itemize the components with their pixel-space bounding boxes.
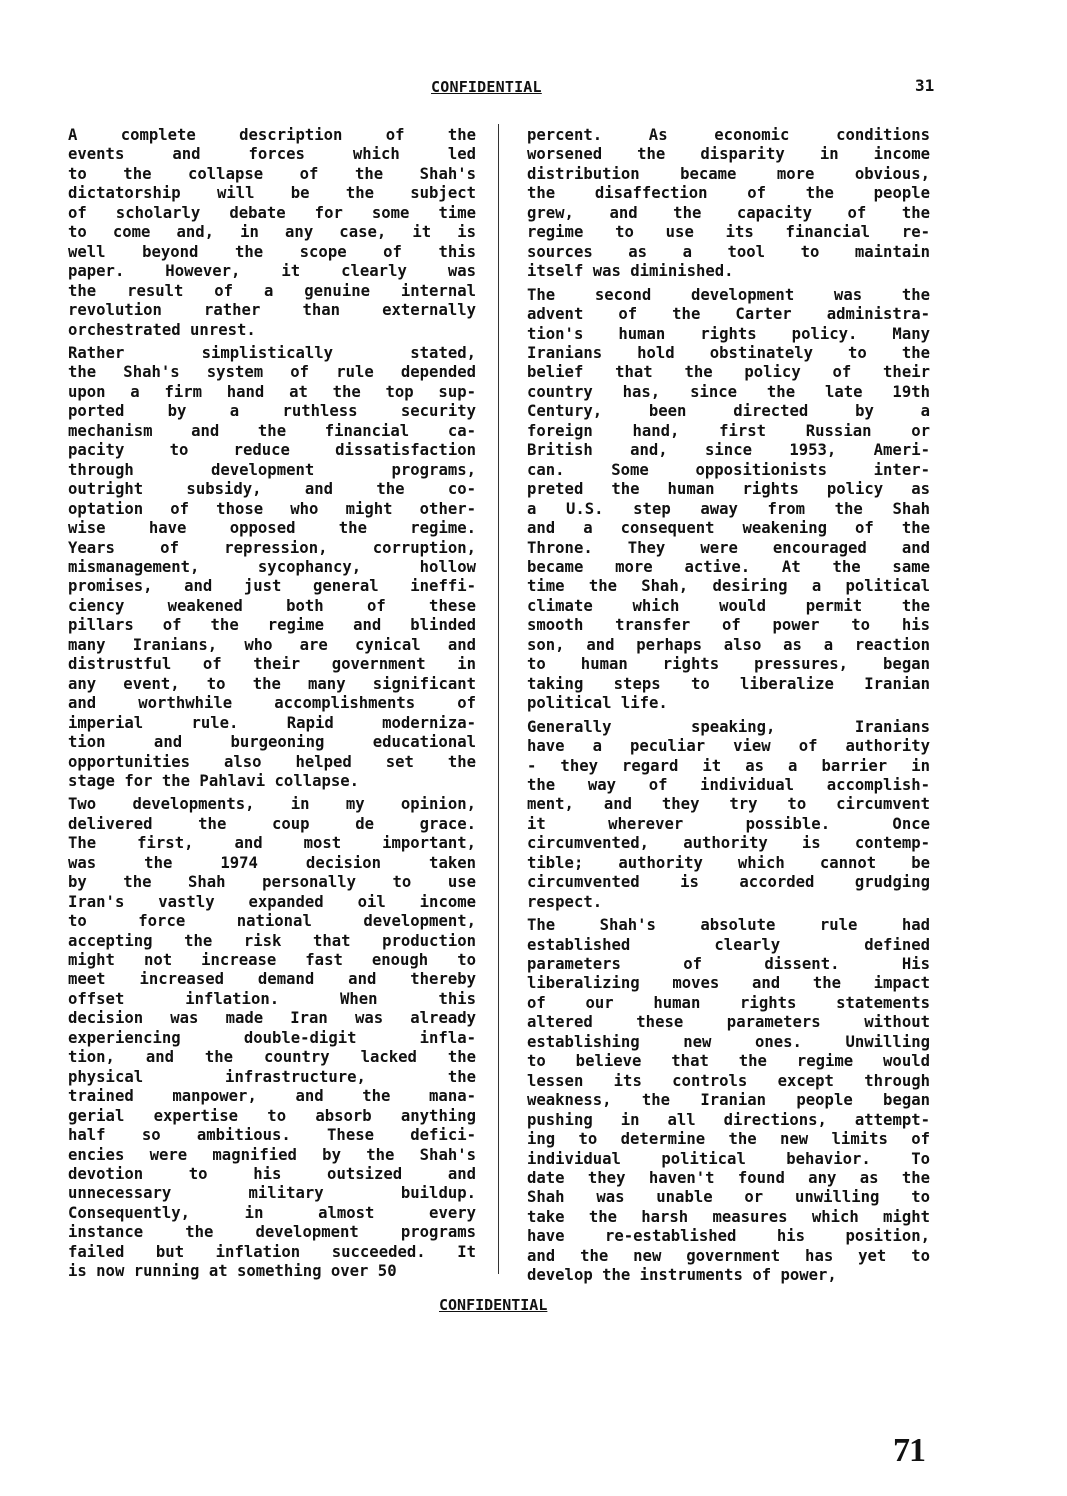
text-line: decision was made Iran was already — [68, 1009, 476, 1028]
text-line: distrustful of their government in — [68, 655, 476, 674]
text-line: take the harsh measures which might — [527, 1207, 930, 1226]
paragraph — [527, 916, 930, 1286]
text-line: dictatorship will be the subject — [68, 184, 476, 203]
text-line: to come and, in any case, it is — [68, 223, 476, 242]
text-line: respect. — [527, 892, 603, 911]
text-line: ciency weakened both of these — [68, 596, 476, 615]
text-line: belief that the policy of their — [527, 363, 930, 382]
text-line: to the collapse of the Shah's — [68, 164, 476, 183]
text-line: meet increased demand and thereby — [68, 970, 476, 989]
text-line: and the new government has yet to — [527, 1246, 930, 1265]
text-line: Generally speaking, Iranians — [527, 717, 930, 736]
text-line: Consequently, in almost every — [68, 1203, 476, 1222]
text-line: upon a firm hand at the top sup- — [68, 382, 476, 401]
text-line: tion and burgeoning educational — [68, 733, 476, 752]
paragraph — [68, 795, 476, 1281]
paragraph — [527, 718, 930, 913]
text-line: instance the development programs — [68, 1223, 476, 1242]
text-line: preted the human rights policy as — [527, 480, 930, 499]
text-line: A complete description of the — [68, 126, 476, 144]
text-line: offset inflation. When this — [68, 989, 476, 1008]
text-line: events and forces which led — [68, 145, 476, 164]
text-line: orchestrated unrest. — [68, 320, 256, 339]
text-line: itself was diminished. — [527, 262, 734, 281]
text-line: established clearly defined — [527, 935, 930, 954]
text-line: wise have opposed the regime. — [68, 519, 476, 538]
text-line: individual political behavior. To — [527, 1149, 930, 1168]
text-line: to believe that the regime would — [527, 1052, 930, 1071]
text-line: outright subsidy, and the co- — [68, 480, 476, 499]
text-line: circumvented, authority is contemp- — [527, 834, 930, 853]
text-line: gerial expertise to absorb anything — [68, 1106, 476, 1125]
paragraph — [527, 126, 930, 282]
text-line: mismanagement, sycophancy, hollow — [68, 557, 476, 576]
text-line: distribution became more obvious, — [527, 164, 930, 183]
text-line: son, and perhaps also as a reaction — [527, 635, 930, 654]
text-line: many Iranians, who are cynical and — [68, 635, 476, 654]
text-line: well beyond the scope of this — [68, 242, 476, 261]
right-column — [527, 126, 930, 1286]
left-column — [68, 126, 476, 1282]
text-line: worsened the disparity in income — [527, 145, 930, 164]
column-divider — [498, 124, 499, 1274]
text-line: accepting the risk that production — [68, 931, 476, 950]
text-line: advent of the Carter administra- — [527, 305, 930, 324]
text-line: The Shah's absolute rule had — [527, 916, 930, 935]
text-line: stage for the Pahlavi collapse. — [68, 771, 360, 790]
text-line: establishing new ones. Unwilling — [527, 1032, 930, 1051]
text-line: half so ambitious. These defici- — [68, 1126, 476, 1145]
text-line: lessen its controls except through — [527, 1071, 930, 1090]
text-line: tion, and the country lacked the — [68, 1048, 476, 1067]
text-line: to force national development, — [68, 912, 476, 931]
text-line: pillars of the regime and blinded — [68, 616, 476, 635]
text-line: any event, to the many significant — [68, 674, 476, 693]
header-classification: CONFIDENTIAL — [431, 78, 542, 96]
text-line: ment, and they try to circumvent — [527, 795, 930, 814]
text-line: physical infrastructure, the — [68, 1067, 476, 1086]
text-line: by the Shah personally to use — [68, 873, 476, 892]
text-line: can. Some oppositionists inter- — [527, 460, 930, 479]
text-line: pushing in all directions, attempt- — [527, 1110, 930, 1129]
paragraph — [68, 344, 476, 791]
text-line: a U.S. step away from the Shah — [527, 499, 930, 518]
text-line: imperial rule. Rapid moderniza- — [68, 713, 476, 732]
text-line: to human rights pressures, began — [527, 655, 930, 674]
text-line: sources as a tool to maintain — [527, 242, 930, 261]
text-line: unnecessary military buildup. — [68, 1184, 476, 1203]
text-line: the way of individual accomplish- — [527, 775, 930, 794]
text-line: was the 1974 decision taken — [68, 853, 476, 872]
text-line: Throne. They were encouraged and — [527, 538, 930, 557]
text-line: altered these parameters without — [527, 1013, 930, 1032]
text-line: smooth transfer of power to his — [527, 616, 930, 635]
text-line: paper. However, it clearly was — [68, 262, 476, 281]
paragraph — [68, 126, 476, 340]
text-line: the Shah's system of rule depended — [68, 363, 476, 382]
text-line: and worthwhile accomplishments of — [68, 694, 476, 713]
text-line: parameters of dissent. His — [527, 955, 930, 974]
text-line: mechanism and the financial ca- — [68, 421, 476, 440]
text-line: delivered the coup de grace. — [68, 814, 476, 833]
text-line: through development programs, — [68, 460, 476, 479]
text-line: circumvented is accorded grudging — [527, 873, 930, 892]
text-line: regime to use its financial re- — [527, 223, 930, 242]
text-line: the disaffection of the people — [527, 184, 930, 203]
text-line: foreign hand, first Russian or — [527, 421, 930, 440]
text-line: liberalizing moves and the impact — [527, 974, 930, 993]
text-line: The first, and most important, — [68, 834, 476, 853]
text-line: Two developments, in my opinion, — [68, 795, 476, 814]
text-line: climate which would permit the — [527, 596, 930, 615]
text-line: - they regard it as a barrier in — [527, 756, 930, 775]
text-line: grew, and the capacity of the — [527, 203, 930, 222]
text-line: ing to determine the new limits of — [527, 1130, 930, 1149]
text-line: time the Shah, desiring a political — [527, 577, 930, 596]
text-line: revolution rather than externally — [68, 301, 476, 320]
text-line: Rather simplistically stated, — [68, 343, 476, 362]
text-line: country has, since the late 19th — [527, 382, 930, 401]
text-line: tible; authority which cannot be — [527, 853, 930, 872]
text-line: develop the instruments of power, — [527, 1266, 837, 1285]
text-line: failed but inflation succeeded. It — [68, 1242, 476, 1261]
text-line: percent. As economic conditions — [527, 126, 930, 144]
text-line: Iranians hold obstinately to the — [527, 343, 930, 362]
page-number: 31 — [915, 76, 935, 95]
text-line: of our human rights statements — [527, 993, 930, 1012]
text-line: Century, been directed by a — [527, 402, 930, 421]
text-line: tion's human rights policy. Many — [527, 324, 930, 343]
text-line: trained manpower, and the mana- — [68, 1087, 476, 1106]
text-line: it wherever possible. Once — [527, 814, 930, 833]
text-line: and a consequent weakening of the — [527, 519, 930, 538]
folio-number: 71 — [893, 1432, 925, 1469]
text-line: became more active. At the same — [527, 557, 930, 576]
text-line: have a peculiar view of authority — [527, 737, 930, 756]
text-line: might not increase fast enough to — [68, 951, 476, 970]
text-line: weakness, the Iranian people began — [527, 1091, 930, 1110]
text-line: date they haven't found any as the — [527, 1169, 930, 1188]
text-line: Shah was unable or unwilling to — [527, 1188, 930, 1207]
text-line: opportunities also helped set the — [68, 752, 476, 771]
text-line: political life. — [527, 694, 668, 713]
text-line: Iran's vastly expanded oil income — [68, 892, 476, 911]
text-line: is now running at something over 50 — [68, 1262, 397, 1281]
text-line: have re-established his position, — [527, 1227, 930, 1246]
paragraph — [527, 286, 930, 714]
text-line: devotion to his outsized and — [68, 1165, 476, 1184]
text-line: pacity to reduce dissatisfaction — [68, 441, 476, 460]
text-line: Years of repression, corruption, — [68, 538, 476, 557]
text-line: experiencing double-digit infla- — [68, 1028, 476, 1047]
text-line: British and, since 1953, Ameri- — [527, 441, 930, 460]
text-line: The second development was the — [527, 285, 930, 304]
footer-classification: CONFIDENTIAL — [439, 1296, 548, 1314]
text-line: encies were magnified by the Shah's — [68, 1145, 476, 1164]
text-line: taking steps to liberalize Iranian — [527, 674, 930, 693]
text-line: the result of a genuine internal — [68, 281, 476, 300]
text-line: promises, and just general ineffi- — [68, 577, 476, 596]
text-line: of scholarly debate for some time — [68, 203, 476, 222]
text-line: optation of those who might other- — [68, 499, 476, 518]
text-line: ported by a ruthless security — [68, 402, 476, 421]
